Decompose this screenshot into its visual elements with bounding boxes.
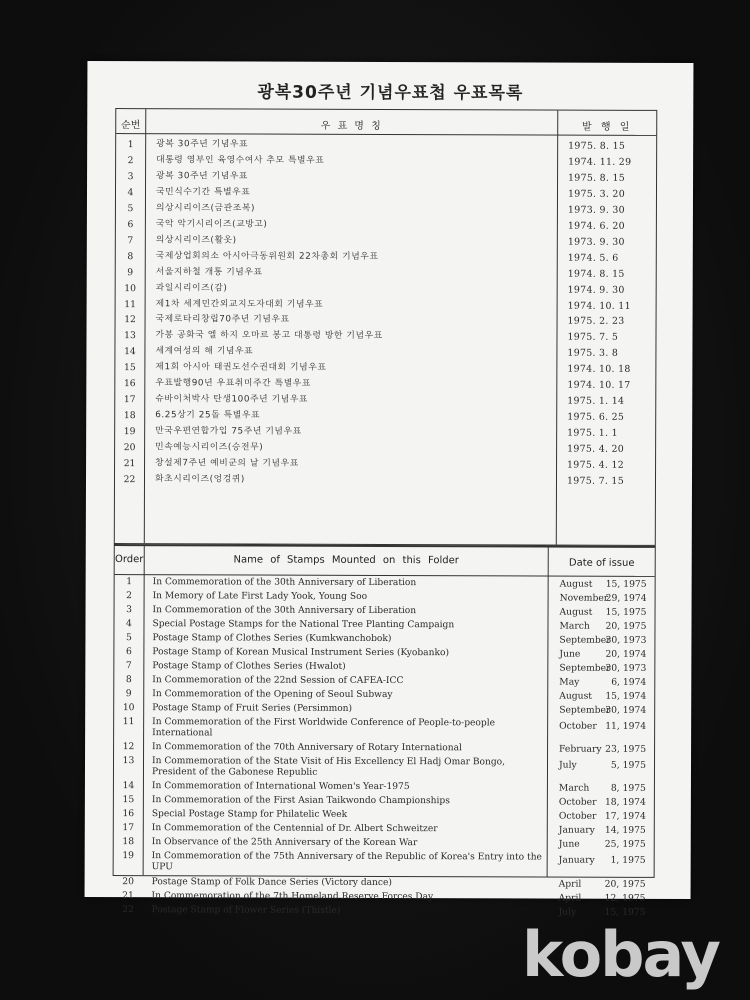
stamp-name-english: Special Postage Stamp for Philatelic Week [151,809,348,820]
issue-month: September [559,634,611,646]
issue-month: August [559,690,593,702]
stamp-name-english: In Commemoration of the 7th Homeland Reserve Forces Day [151,891,434,903]
issue-date-korean: 1975. 7. 15 [566,475,625,487]
issue-month: October [558,796,597,808]
english-table-row [114,808,654,822]
issue-day-year: 12, 1975 [604,892,646,904]
issue-day-year: 17, 1974 [604,810,646,822]
korean-table-row [116,250,656,264]
korean-table-row [116,266,656,280]
english-table-row [114,794,654,808]
row-number: 19 [122,850,135,862]
row-number: 8 [127,250,134,262]
row-number: 11 [122,716,135,728]
stamp-name-korean: 대통령 영부인 육영수여사 추모 특별우표 [156,155,325,166]
stamp-name-korean: 세계여성의 해 기념우표 [155,346,254,357]
issue-month: November [559,592,609,604]
issue-date-korean: 1973. 9. 30 [567,204,625,216]
header-stamp-name: 우 표 명 칭 [320,120,383,132]
issue-date-korean: 1975. 7. 5 [567,332,619,344]
stamp-name-korean: 국제상업회의소 아시아극동위원회 22차총회 기념우표 [155,250,379,262]
korean-column-divider-2 [556,111,559,545]
row-number: 9 [127,266,134,278]
korean-table-row [115,410,655,423]
stamp-name-korean: 민속예능시리이즈(승전무) [155,442,264,453]
issue-month: October [559,720,597,732]
row-number: 22 [122,904,134,916]
row-number: 2 [126,590,133,602]
header-stamp-name-en: Name of Stamps Mounted on this Folder [233,554,459,567]
korean-table-row [116,218,656,232]
row-number: 12 [122,741,135,753]
english-table-row [114,755,654,778]
row-number: 15 [122,794,135,806]
stamp-name-korean: 의상시리이즈(활옷) [155,234,237,246]
row-number: 7 [125,660,132,672]
english-table-row [114,822,654,836]
issue-date-korean: 1974. 8. 15 [567,268,625,280]
stamp-name-english: In Commemoration of the First Worldwide Conference of People-to-people International [152,717,496,738]
issue-day-year: 14, 1975 [604,824,646,836]
stamp-name-korean: 6.25상기 25돌 특별우표 [155,410,261,421]
row-number: 6 [127,218,134,230]
korean-table-row [116,234,656,248]
stamp-name-korean: 국제로타리창립70주년 기념우표 [155,314,290,326]
issue-month: April [558,892,582,904]
issue-day-year: 20, 1974 [605,648,647,660]
issue-date-korean: 1975. 1. 14 [567,395,625,408]
issue-day-year: 1, 1975 [610,854,646,866]
row-number: 7 [127,234,134,246]
stamp-name-english: In Commemoration of the 75th Anniversary of the Republic of Korea's Entry into the UPU [151,851,542,872]
issue-month: August [559,578,593,590]
row-number: 21 [122,890,134,902]
stamp-name-english: Postage Stamp of Fruit Series (Persimmon) [152,703,353,714]
row-number: 5 [127,202,134,214]
stamp-name-korean: 화초시리이즈(엉겅퀴) [154,474,245,485]
row-number: 16 [122,808,135,820]
stamp-name-korean: 만국우편연합가입 75주년 기념우표 [155,426,302,437]
korean-table-row [116,298,656,312]
issue-date-korean: 1975. 2. 23 [567,316,625,328]
row-number: 3 [126,604,132,616]
english-table-row [114,850,654,872]
korean-table-row [115,442,655,455]
row-number: 16 [123,378,136,390]
issue-month: February [559,743,602,755]
stamp-name-english: In Commemoration of the State Visit of His Excellency El Hadj Omar Bongo, President of the Gabonese Republic [151,756,506,778]
english-table-row [115,590,655,604]
korean-table-row [116,139,656,152]
issue-month: September [559,704,611,716]
stamp-name-korean: 제1차 세계민간외교지도자대회 기념우표 [155,298,324,310]
korean-table-row [116,330,656,344]
issue-day-year: 5, 1975 [610,759,647,771]
issue-month: June [559,648,581,660]
row-number: 22 [123,474,136,486]
korean-stamp-table [114,108,658,546]
english-table-row [114,876,654,890]
issue-day-year: 30, 1974 [605,704,647,716]
issue-day-year: 29, 1974 [605,592,647,604]
kobay-watermark: kobay [522,918,719,991]
stamp-name-korean: 서울지하철 개통 기념우표 [155,266,263,278]
stamp-name-korean: 광복 30주년 기념우표 [156,171,249,182]
row-number: 15 [124,362,136,374]
issue-day-year: 8, 1975 [610,782,646,794]
english-table-header [115,546,655,577]
issue-day-year: 15, 1975 [605,578,647,590]
stamp-name-english: In Observance of the 25th Anniversary of the Korean War [151,837,418,849]
english-table-row [114,646,654,660]
issue-day-year: 15, 1974 [605,690,647,702]
stamp-name-english: Special Postage Stamps for the National Tree Planting Campaign [152,619,455,631]
row-number: 13 [124,330,136,342]
stamp-name-english: In Memory of Late First Lady Yook, Young Soo [152,591,368,602]
issue-date-korean: 1975. 3. 20 [567,188,626,200]
row-number: 4 [127,186,134,198]
issue-date-korean: 1974. 10. 11 [567,300,631,312]
stamp-name-korean: 의상시리이즈(금관조복) [155,202,256,214]
korean-table-row [115,394,655,408]
english-table-row [114,688,654,702]
issue-day-year: 18, 1974 [604,796,646,808]
row-number: 20 [123,442,136,454]
row-number: 18 [123,410,136,422]
english-table-row [114,741,654,755]
korean-table-row [116,186,656,200]
english-table-row [114,836,654,850]
row-number: 20 [122,876,134,888]
issue-date-korean: 1974. 5. 6 [567,252,619,264]
issue-day-year: 30, 1973 [605,662,647,674]
english-table-row [114,632,654,646]
issue-month: July [558,906,577,918]
issue-date-korean: 1974. 9. 30 [567,284,625,296]
row-number: 3 [127,170,134,182]
stamp-name-korean: 과일시리이즈(감) [155,282,228,293]
issue-date-korean: 1974. 6. 20 [567,220,625,232]
issue-day-year: 15, 1975 [604,906,646,918]
header-order: 순번 [121,120,141,132]
stamp-name-korean: 국민식수기간 특별우표 [155,187,251,198]
stamp-name-english: In Commemoration of the First Asian Taikwondo Championships [151,795,450,807]
stamp-name-english: Postage Stamp of Clothes Series (Hwalot) [152,661,346,672]
issue-day-year: 23, 1975 [605,743,647,755]
korean-table-row [116,282,656,296]
header-order-en: Order [114,554,144,566]
issue-month: January [558,824,595,836]
row-number: 14 [124,346,136,358]
korean-table-row [115,474,655,487]
stamp-name-english: Postage Stamp of Folk Dance Series (Victory dance) [151,877,392,889]
row-number: 5 [125,632,132,644]
stamp-name-english: In Commemoration of the 22nd Session of CAFEA-ICC [152,675,404,687]
stamp-name-korean: 가봉 공화국 엘 하지 오마르 봉고 대통령 방한 기념우표 [155,330,383,342]
stamp-name-korean: 광복 30주년 기념우표 [156,139,249,150]
korean-table-row [115,362,655,376]
korean-table-row [116,170,656,184]
stamp-name-korean: 제1회 아시아 태권도선수권대회 기념우표 [155,362,327,374]
stamp-name-english: In Commemoration of the 30th Anniversary of Liberation [152,577,417,589]
english-stamp-table [113,544,656,918]
row-number: 13 [122,755,135,767]
row-number: 11 [124,298,136,310]
issue-date-korean: 1973. 9. 30 [567,236,625,248]
header-issue-date: 발 행 일 [582,121,633,133]
issue-day-year: 25, 1975 [604,838,646,850]
issue-month: March [558,782,590,794]
stamp-name-korean: 우표발행90년 우표취미주간 특별우표 [155,378,312,389]
row-number: 17 [122,822,135,834]
issue-date-korean: 1975. 8. 15 [568,140,626,152]
english-table-row [114,780,654,794]
issue-month: October [558,810,597,822]
korean-table-row [116,314,656,328]
stamp-name-korean: 슈바이처박사 탄생100주년 기념우표 [155,394,309,405]
issue-day-year: 6, 1974 [611,676,647,688]
english-table-row [114,716,654,738]
issue-day-year: 15, 1975 [605,606,647,618]
issue-day-year: 30, 1973 [605,634,647,646]
row-number: 9 [125,688,132,700]
issue-date-korean: 1975. 4. 20 [567,443,625,455]
korean-table-header [116,109,656,136]
issue-month: June [558,838,580,850]
korean-table-row [115,346,655,360]
korean-table-row [115,426,655,439]
english-table-row [114,702,654,716]
row-number: 14 [122,780,135,792]
issue-date-korean: 1975. 8. 15 [568,172,626,184]
row-number: 12 [124,314,136,326]
issue-month: May [559,676,580,688]
stamp-name-korean: 창설제7주년 예비군의 날 기념우표 [155,458,299,469]
row-number: 6 [125,646,132,658]
sheet-title: 광복30주년 기념우표첩 우표목록 [257,82,524,104]
stamp-name-english: In Commemoration of International Women's Year-1975 [151,781,410,793]
issue-date-korean: 1975. 3. 8 [567,347,619,360]
row-number: 18 [122,836,135,848]
stamp-name-english: In Commemoration of the 30th Anniversary of Liberation [152,605,417,617]
korean-table-row [115,378,655,392]
issue-date-korean: 1975. 4. 12 [567,459,625,471]
issue-date-korean: 1975. 6. 25 [567,411,625,423]
english-table-row [114,890,654,904]
row-number: 17 [123,394,136,406]
row-number: 2 [127,155,134,167]
stamp-name-english: Postage Stamp of Flower Series (Thistle) [151,905,341,916]
english-table-row [115,618,655,632]
stamp-name-korean: 국악 악기시리이즈(교방고) [155,218,268,230]
stamp-name-english: In Commemoration of the 70th Anniversary of Rotary International [152,742,462,754]
row-number: 10 [124,282,137,294]
row-number: 10 [122,702,135,714]
issue-date-korean: 1975. 1. 1 [567,427,618,439]
stamp-name-english: Postage Stamp of Clothes Series (Kumkwanchobok) [152,633,392,645]
stamp-name-english: Postage Stamp of Korean Musical Instrument Series (Kyobanko) [152,647,450,659]
stamp-list-sheet [85,61,694,918]
row-number: 1 [127,139,134,151]
issue-day-year: 20, 1975 [604,878,646,890]
english-table-row [114,660,654,674]
row-number: 21 [123,458,136,470]
english-table-row [114,674,654,688]
row-number: 1 [126,576,133,588]
korean-table-row [115,458,655,471]
row-number: 8 [125,674,132,686]
english-table-row [115,604,655,618]
issue-date-korean: 1974. 10. 18 [567,363,631,376]
issue-day-year: 20, 1975 [605,620,647,632]
row-number: 4 [126,618,132,630]
stamp-name-english: In Commemoration of the Centennial of Dr. Albert Schweitzer [151,823,438,835]
issue-date-korean: 1974. 10. 17 [567,379,631,392]
english-table-row [115,576,655,590]
issue-month: March [559,620,590,632]
header-issue-date-en: Date of issue [568,557,635,569]
korean-table-row [116,155,656,168]
issue-month: April [558,878,582,890]
stamp-name-english: In Commemoration of the Opening of Seoul Subway [152,689,393,701]
korean-table-row [116,202,656,216]
issue-month: January [558,854,595,866]
issue-date-korean: 1974. 11. 29 [568,156,632,168]
issue-month: September [559,662,611,674]
issue-month: August [559,606,593,618]
row-number: 19 [123,426,136,438]
issue-month: July [558,759,577,771]
issue-day-year: 11, 1974 [605,720,647,732]
